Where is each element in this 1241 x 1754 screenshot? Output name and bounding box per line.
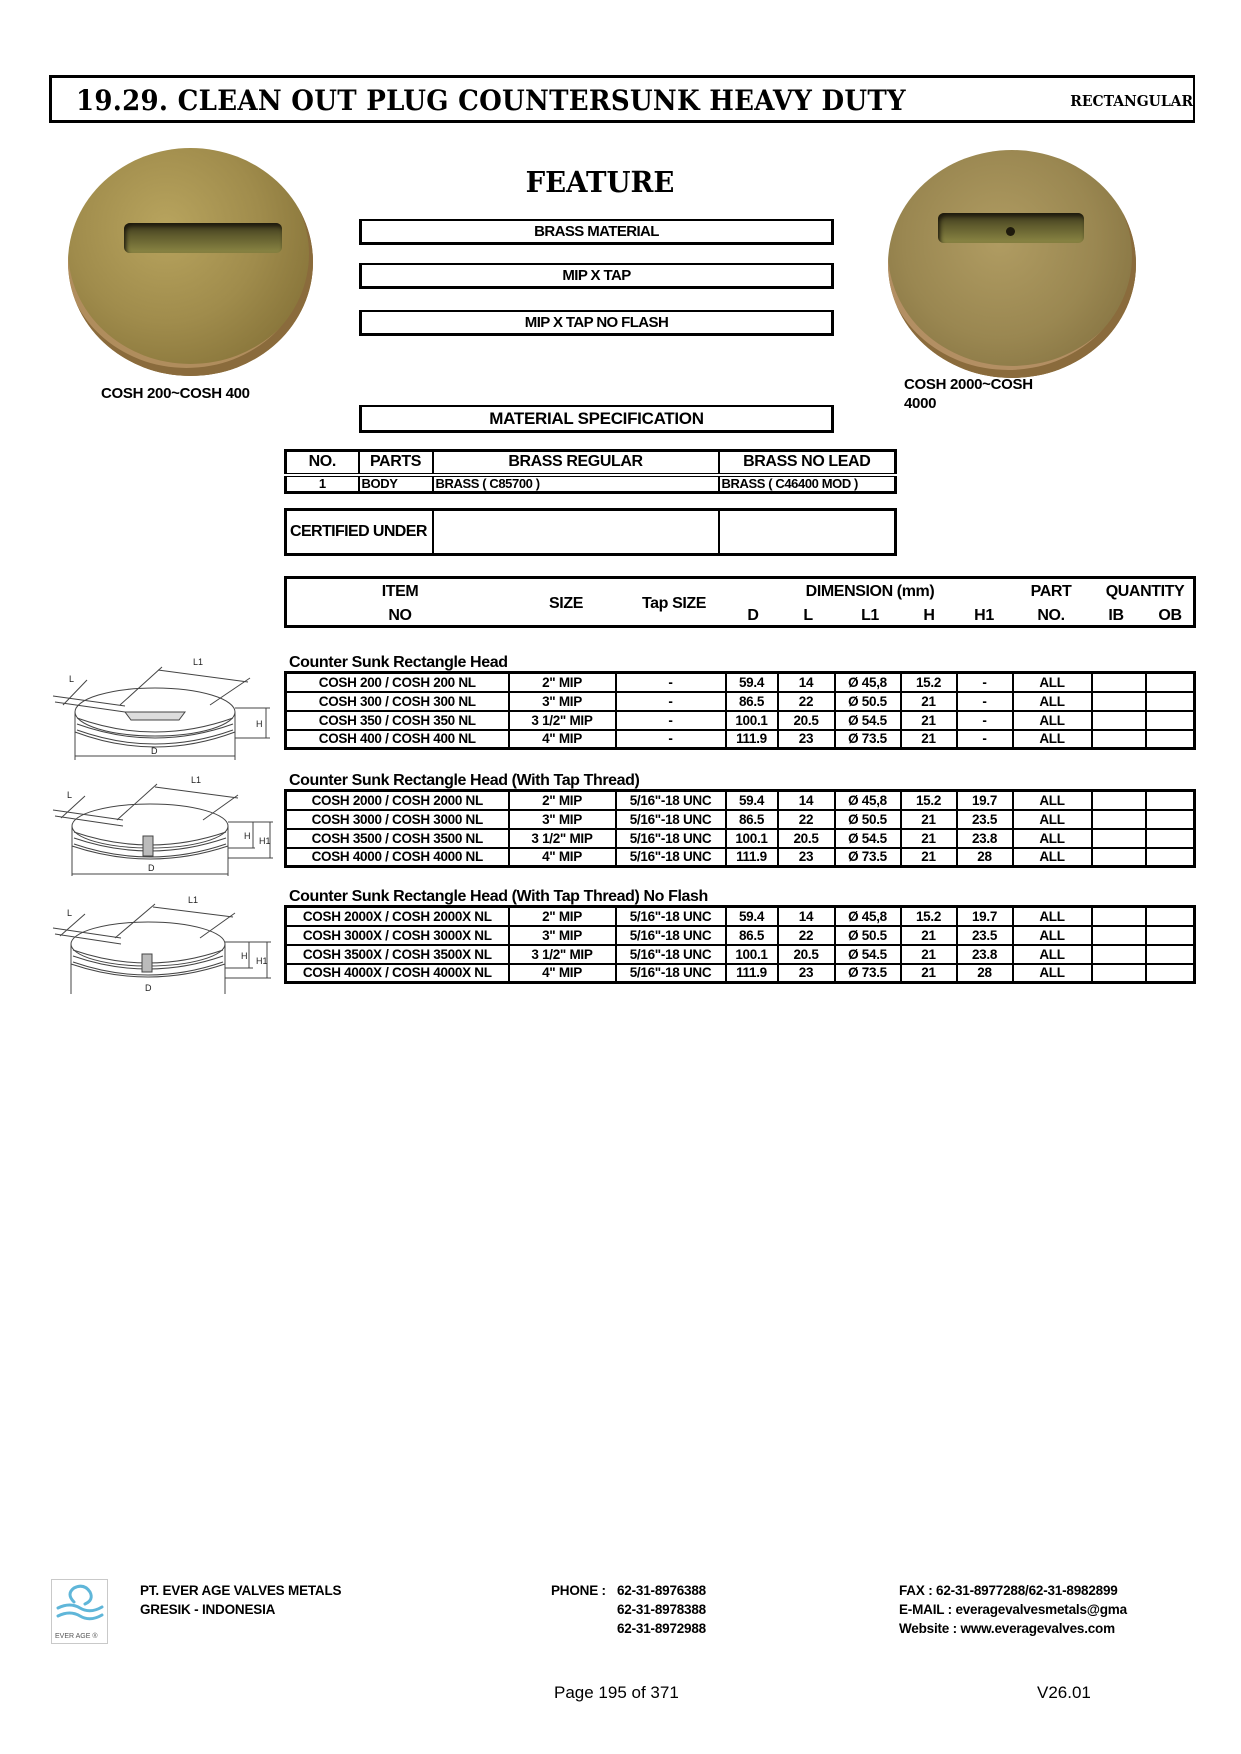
cell-l: 23 bbox=[778, 730, 835, 749]
table-row bbox=[286, 692, 1195, 711]
drawing-label-h1: H1 bbox=[256, 956, 268, 966]
material-table bbox=[284, 449, 897, 494]
cell-h1: 23.8 bbox=[957, 945, 1013, 964]
phone-numbers bbox=[617, 1581, 706, 1638]
cell-d: 100.1 bbox=[726, 711, 778, 730]
cell-item: COSH 3500X / COSH 3500X NL bbox=[286, 945, 509, 964]
table-row bbox=[286, 848, 1195, 867]
cell-l1: Ø 50.5 bbox=[835, 692, 901, 711]
cell-part: ALL bbox=[1013, 945, 1092, 964]
material-spec-heading: MATERIAL SPECIFICATION bbox=[359, 405, 834, 433]
cell-h1: 28 bbox=[957, 848, 1013, 867]
phone-number: 62-31-8976388 bbox=[617, 1583, 706, 1598]
cell-l1: Ø 45,8 bbox=[835, 673, 901, 692]
cell-l: 14 bbox=[778, 673, 835, 692]
cell-item: COSH 4000X / COSH 4000X NL bbox=[286, 964, 509, 983]
cell-l: 14 bbox=[778, 907, 835, 926]
cell-size: 3 1/2" MIP bbox=[509, 711, 616, 730]
cell-d: 100.1 bbox=[726, 829, 778, 848]
cell-l: 22 bbox=[778, 810, 835, 829]
cell-tap: 5/16"-18 UNC bbox=[616, 848, 726, 867]
table-row bbox=[286, 926, 1195, 945]
feature-heading: FEATURE bbox=[525, 165, 675, 199]
header-h1: H1 bbox=[974, 607, 994, 624]
cell-d: 86.5 bbox=[726, 692, 778, 711]
cell-ib bbox=[1092, 945, 1146, 964]
cell-l: 20.5 bbox=[778, 829, 835, 848]
cell-h: 21 bbox=[901, 926, 957, 945]
cell-l: 20.5 bbox=[778, 945, 835, 964]
header-d: D bbox=[747, 607, 759, 624]
company-location: GRESIK - INDONESIA bbox=[140, 1602, 276, 1617]
cell-l: 22 bbox=[778, 692, 835, 711]
cell-ob bbox=[1146, 945, 1195, 964]
drawing-label-d: D bbox=[145, 983, 152, 993]
drawing-label-h1: H1 bbox=[259, 836, 271, 846]
cell-ib bbox=[1092, 730, 1146, 749]
spec-table bbox=[284, 671, 1196, 750]
cell-ob bbox=[1146, 810, 1195, 829]
cell-tap: 5/16"-18 UNC bbox=[616, 964, 726, 983]
header-l1: L1 bbox=[861, 607, 879, 624]
cell-item: COSH 4000 / COSH 4000 NL bbox=[286, 848, 509, 867]
cell-part: ALL bbox=[1013, 926, 1092, 945]
cell-part: ALL bbox=[1013, 711, 1092, 730]
certified-no-lead bbox=[719, 510, 896, 555]
phone-label: PHONE : bbox=[551, 1583, 606, 1598]
cell-ib bbox=[1092, 711, 1146, 730]
certified-table bbox=[284, 508, 897, 556]
cell-l1: Ø 50.5 bbox=[835, 926, 901, 945]
cell-l1: Ø 73.5 bbox=[835, 964, 901, 983]
cell-tap: 5/16"-18 UNC bbox=[616, 945, 726, 964]
drawing-label-d: D bbox=[148, 863, 155, 873]
phone-number: 62-31-8972988 bbox=[617, 1621, 706, 1636]
header-ib: IB bbox=[1108, 607, 1124, 624]
cell-l1: Ø 73.5 bbox=[835, 848, 901, 867]
cell-h1: 28 bbox=[957, 964, 1013, 983]
cell-h: 15.2 bbox=[901, 907, 957, 926]
cell-d: 59.4 bbox=[726, 791, 778, 810]
cell-h: 21 bbox=[901, 730, 957, 749]
page-title-box bbox=[49, 75, 1195, 123]
table-row bbox=[286, 711, 1195, 730]
phone-number: 62-31-8978388 bbox=[617, 1602, 706, 1617]
cell-part: BODY bbox=[359, 475, 433, 493]
cell-no-lead: BRASS ( C46400 MOD ) bbox=[719, 475, 896, 493]
cell-ib bbox=[1092, 829, 1146, 848]
col-no: NO. bbox=[286, 451, 359, 475]
cell-part: ALL bbox=[1013, 692, 1092, 711]
certified-label: CERTIFIED UNDER bbox=[286, 510, 433, 555]
cell-size: 4" MIP bbox=[509, 848, 616, 867]
cell-part: ALL bbox=[1013, 964, 1092, 983]
cell-size: 3" MIP bbox=[509, 810, 616, 829]
cell-ib bbox=[1092, 673, 1146, 692]
cell-part: ALL bbox=[1013, 791, 1092, 810]
cell-l1: Ø 54.5 bbox=[835, 829, 901, 848]
cell-l: 14 bbox=[778, 791, 835, 810]
cell-item: COSH 2000X / COSH 2000X NL bbox=[286, 907, 509, 926]
header-part: PART bbox=[1030, 583, 1072, 600]
cell-size: 2" MIP bbox=[509, 791, 616, 810]
logo-text: EVER AGE ® bbox=[55, 1633, 98, 1640]
fax-number: FAX : 62-31-8977288/62-31-8982899 bbox=[899, 1583, 1118, 1598]
cell-h1: 23.5 bbox=[957, 926, 1013, 945]
photo-caption-right-line2: 4000 bbox=[904, 395, 937, 412]
cell-l1: Ø 73.5 bbox=[835, 730, 901, 749]
drawing-label-l1: L1 bbox=[193, 657, 204, 667]
company-info bbox=[140, 1581, 341, 1619]
cell-h1: - bbox=[957, 711, 1013, 730]
feature-item: MIP X TAP NO FLASH bbox=[359, 310, 834, 336]
group-title: Counter Sunk Rectangle Head bbox=[289, 654, 508, 671]
header-item: ITEM bbox=[381, 583, 419, 600]
spec-table bbox=[284, 789, 1196, 868]
drawing-label-d: D bbox=[151, 746, 158, 756]
cell-item: COSH 200 / COSH 200 NL bbox=[286, 673, 509, 692]
header-no: NO bbox=[388, 607, 412, 624]
plug-tapped-cross-section-drawing bbox=[45, 768, 275, 878]
table-row bbox=[286, 673, 1195, 692]
cell-ob bbox=[1146, 829, 1195, 848]
cell-tap: - bbox=[616, 711, 726, 730]
cell-h: 21 bbox=[901, 810, 957, 829]
cell-h: 21 bbox=[901, 829, 957, 848]
cell-ob bbox=[1146, 692, 1195, 711]
cell-item: COSH 400 / COSH 400 NL bbox=[286, 730, 509, 749]
drawing-label-h: H bbox=[244, 831, 251, 841]
cell-l: 23 bbox=[778, 848, 835, 867]
cell-h: 15.2 bbox=[901, 791, 957, 810]
cell-d: 86.5 bbox=[726, 926, 778, 945]
group-title: Counter Sunk Rectangle Head (With Tap Thread) No Flash bbox=[289, 888, 708, 905]
table-row bbox=[286, 907, 1195, 926]
cell-size: 3 1/2" MIP bbox=[509, 945, 616, 964]
cell-tap: - bbox=[616, 730, 726, 749]
cell-d: 59.4 bbox=[726, 673, 778, 692]
drawing-label-l: L bbox=[67, 790, 73, 800]
cell-tap: - bbox=[616, 692, 726, 711]
cell-part: ALL bbox=[1013, 907, 1092, 926]
wave-logo-icon bbox=[52, 1580, 107, 1630]
brass-plug-photo bbox=[68, 148, 313, 376]
cell-item: COSH 3500 / COSH 3500 NL bbox=[286, 829, 509, 848]
cell-h: 15.2 bbox=[901, 673, 957, 692]
cell-ob bbox=[1146, 848, 1195, 867]
header-size: SIZE bbox=[549, 595, 583, 612]
cell-h1: - bbox=[957, 692, 1013, 711]
table-row bbox=[286, 810, 1195, 829]
feature-item: MIP X TAP bbox=[359, 263, 834, 289]
cell-ib bbox=[1092, 926, 1146, 945]
cell-ob bbox=[1146, 926, 1195, 945]
cell-ib bbox=[1092, 848, 1146, 867]
table-row bbox=[286, 829, 1195, 848]
cell-d: 100.1 bbox=[726, 945, 778, 964]
tap-hole-icon bbox=[1006, 227, 1015, 236]
feature-item: BRASS MATERIAL bbox=[359, 219, 834, 245]
cell-size: 3" MIP bbox=[509, 692, 616, 711]
table-row bbox=[286, 945, 1195, 964]
page-subtitle: RECTANGULAR bbox=[1070, 92, 1193, 110]
cell-ib bbox=[1092, 964, 1146, 983]
table-row bbox=[286, 475, 896, 493]
header-dimension: DIMENSION (mm) bbox=[805, 583, 935, 600]
cell-ob bbox=[1146, 730, 1195, 749]
cell-l1: Ø 54.5 bbox=[835, 945, 901, 964]
cell-size: 2" MIP bbox=[509, 907, 616, 926]
drawing-label-l: L bbox=[69, 674, 75, 684]
header-ob: OB bbox=[1158, 607, 1182, 624]
cell-h1: - bbox=[957, 730, 1013, 749]
header-tap-size: Tap SIZE bbox=[641, 595, 707, 612]
col-brass-no-lead: BRASS NO LEAD bbox=[719, 451, 896, 475]
cell-item: COSH 3000 / COSH 3000 NL bbox=[286, 810, 509, 829]
cell-ob bbox=[1146, 673, 1195, 692]
cell-l: 20.5 bbox=[778, 711, 835, 730]
rectangular-slot bbox=[124, 223, 282, 253]
cell-regular: BRASS ( C85700 ) bbox=[433, 475, 719, 493]
cell-ib bbox=[1092, 791, 1146, 810]
table-row bbox=[286, 791, 1195, 810]
company-name: PT. EVER AGE VALVES METALS bbox=[140, 1583, 342, 1598]
page-number: Page 195 of 371 bbox=[554, 1683, 679, 1702]
cell-part: ALL bbox=[1013, 730, 1092, 749]
cell-h: 21 bbox=[901, 711, 957, 730]
contact-info bbox=[899, 1581, 1139, 1638]
company-logo bbox=[51, 1579, 108, 1644]
cell-item: COSH 350 / COSH 350 NL bbox=[286, 711, 509, 730]
cell-d: 111.9 bbox=[726, 848, 778, 867]
cell-size: 3" MIP bbox=[509, 926, 616, 945]
page-title: 19.29. CLEAN OUT PLUG COUNTERSUNK HEAVY DUTY bbox=[76, 84, 906, 117]
drawing-label-h: H bbox=[256, 719, 263, 729]
table-row bbox=[286, 510, 896, 555]
header-part-no: NO. bbox=[1037, 607, 1065, 624]
cell-h: 21 bbox=[901, 848, 957, 867]
cell-d: 59.4 bbox=[726, 907, 778, 926]
cell-h: 21 bbox=[901, 945, 957, 964]
cell-tap: 5/16"-18 UNC bbox=[616, 791, 726, 810]
photo-caption-right bbox=[904, 375, 1033, 413]
material-table-header bbox=[286, 451, 896, 475]
table-row bbox=[286, 964, 1195, 983]
table-row bbox=[286, 730, 1195, 749]
photo-caption-left: COSH 200~COSH 400 bbox=[101, 385, 250, 402]
spec-table bbox=[284, 905, 1196, 984]
brass-plug-tapped-photo bbox=[888, 150, 1136, 378]
cell-l1: Ø 54.5 bbox=[835, 711, 901, 730]
cell-part: ALL bbox=[1013, 673, 1092, 692]
cell-item: COSH 300 / COSH 300 NL bbox=[286, 692, 509, 711]
cell-h1: 19.7 bbox=[957, 791, 1013, 810]
cell-l: 23 bbox=[778, 964, 835, 983]
group-title: Counter Sunk Rectangle Head (With Tap Thread) bbox=[289, 772, 640, 789]
cell-l: 22 bbox=[778, 926, 835, 945]
cell-d: 86.5 bbox=[726, 810, 778, 829]
dimension-table-header bbox=[284, 576, 1196, 628]
cell-h1: 23.8 bbox=[957, 829, 1013, 848]
cell-h1: 19.7 bbox=[957, 907, 1013, 926]
drawing-label-h: H bbox=[241, 951, 248, 961]
cell-item: COSH 2000 / COSH 2000 NL bbox=[286, 791, 509, 810]
drawing-label-l1: L1 bbox=[188, 895, 199, 905]
cell-d: 111.9 bbox=[726, 964, 778, 983]
cell-ib bbox=[1092, 692, 1146, 711]
cell-size: 4" MIP bbox=[509, 964, 616, 983]
plug-cross-section-drawing bbox=[45, 650, 275, 760]
cell-size: 2" MIP bbox=[509, 673, 616, 692]
website-link[interactable]: Website : www.everagevalves.com bbox=[899, 1621, 1115, 1636]
cell-d: 111.9 bbox=[726, 730, 778, 749]
cell-ob bbox=[1146, 711, 1195, 730]
cell-l1: Ø 45,8 bbox=[835, 907, 901, 926]
header-quantity: QUANTITY bbox=[1105, 583, 1185, 600]
cell-size: 3 1/2" MIP bbox=[509, 829, 616, 848]
cell-item: COSH 3000X / COSH 3000X NL bbox=[286, 926, 509, 945]
cell-ib bbox=[1092, 907, 1146, 926]
cell-h: 21 bbox=[901, 964, 957, 983]
cell-h: 21 bbox=[901, 692, 957, 711]
col-parts: PARTS bbox=[359, 451, 433, 475]
cell-no: 1 bbox=[286, 475, 359, 493]
cell-part: ALL bbox=[1013, 810, 1092, 829]
cell-ob bbox=[1146, 907, 1195, 926]
document-version: V26.01 bbox=[1037, 1683, 1091, 1702]
cell-ob bbox=[1146, 791, 1195, 810]
cell-ib bbox=[1092, 810, 1146, 829]
header-h: H bbox=[923, 607, 935, 624]
col-brass-regular: BRASS REGULAR bbox=[433, 451, 719, 475]
cell-tap: 5/16"-18 UNC bbox=[616, 829, 726, 848]
cell-part: ALL bbox=[1013, 848, 1092, 867]
cell-l1: Ø 50.5 bbox=[835, 810, 901, 829]
header-l: L bbox=[803, 607, 813, 624]
email-link[interactable]: E-MAIL : everagevalvesmetals@gma bbox=[899, 1602, 1127, 1617]
cell-h1: 23.5 bbox=[957, 810, 1013, 829]
cell-tap: 5/16"-18 UNC bbox=[616, 926, 726, 945]
drawing-label-l1: L1 bbox=[191, 775, 202, 785]
cell-h1: - bbox=[957, 673, 1013, 692]
rectangular-slot bbox=[938, 213, 1084, 243]
cell-ob bbox=[1146, 964, 1195, 983]
cell-l1: Ø 45,8 bbox=[835, 791, 901, 810]
drawing-label-l: L bbox=[67, 908, 73, 918]
cell-part: ALL bbox=[1013, 829, 1092, 848]
cell-tap: 5/16"-18 UNC bbox=[616, 907, 726, 926]
cell-tap: 5/16"-18 UNC bbox=[616, 810, 726, 829]
cell-tap: - bbox=[616, 673, 726, 692]
plug-no-flash-cross-section-drawing bbox=[45, 884, 275, 994]
cell-size: 4" MIP bbox=[509, 730, 616, 749]
photo-caption-right-line1: COSH 2000~COSH bbox=[904, 376, 1033, 393]
certified-regular bbox=[433, 510, 719, 555]
